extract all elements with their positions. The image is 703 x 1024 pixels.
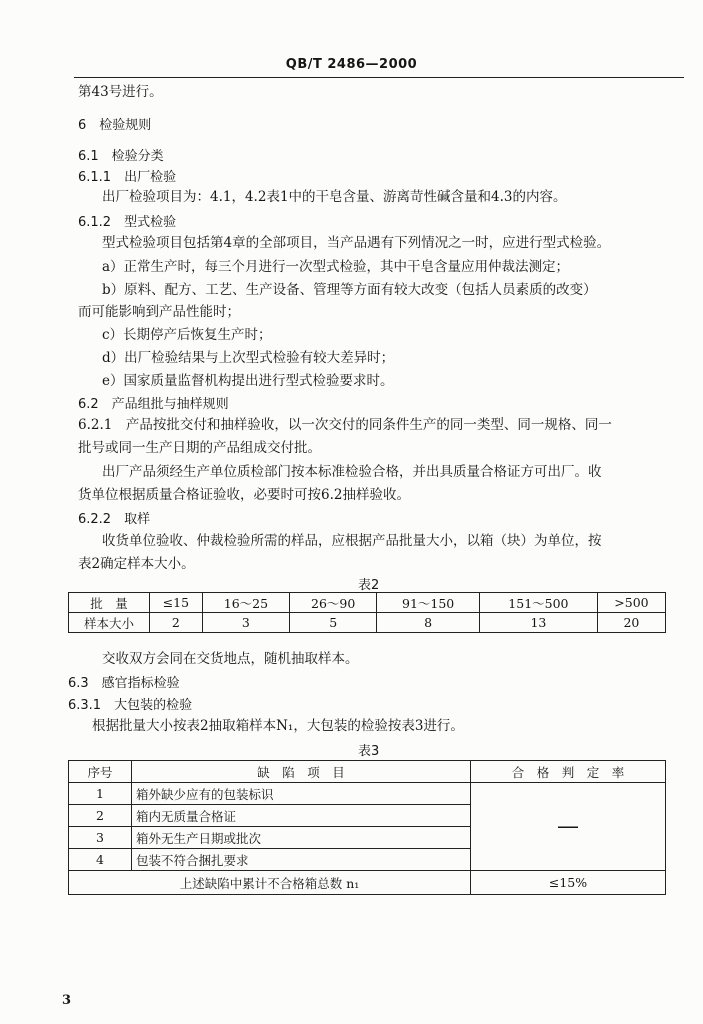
text-line: 型式检验项目包括第4章的全部项目，当产品遇有下列情况之一时，应进行型式检验。	[102, 235, 611, 251]
table3-caption: 表3	[358, 744, 380, 759]
text-line: 表2确定样本大小。	[78, 556, 195, 572]
table-cell: 4	[69, 849, 132, 871]
section-heading: 6.2.2 取样	[78, 512, 151, 527]
table-cell: 26～90	[290, 593, 377, 613]
table-cell: >500	[597, 593, 665, 613]
table-cell: 16～25	[202, 593, 289, 613]
section-heading: 6.1.1 出厂检验	[78, 170, 177, 185]
table2-caption: 表2	[358, 578, 380, 593]
list-item: e）国家质量监督机构提出进行型式检验要求时。	[102, 373, 394, 389]
table-cell: 2	[150, 613, 203, 633]
table-cell: 2	[69, 805, 132, 827]
table-header-cell: 合 格 判 定 率	[471, 761, 666, 783]
table-header-cell: 批 量	[69, 593, 150, 613]
list-item: c）长期停产后恢复生产时；	[102, 327, 272, 343]
text-line: 6.2.1 产品按批交付和抽样验收，以一次交付的同条件生产的同一类型、同一规格、同一	[78, 417, 612, 433]
text-line: 出厂检验项目为：4.1，4.2表1中的干皂含量、游离苛性碱含量和4.3的内容。	[102, 189, 567, 205]
page-number: 3	[62, 993, 72, 1008]
text-line: 货单位根据质量合格证验收，必要时可按6.2抽样验收。	[78, 487, 410, 503]
table-cell: 包装不符合捆扎要求	[132, 849, 471, 871]
table-cell: 箱外无生产日期或批次	[132, 827, 471, 849]
list-item: d）出厂检验结果与上次型式检验有较大差异时；	[102, 350, 395, 366]
table-cell: 91～150	[377, 593, 480, 613]
table-3	[68, 760, 666, 895]
table-2	[68, 592, 666, 633]
table-header-cell: 样本大小	[69, 613, 150, 633]
text-line: 而可能影响到产品性能时；	[78, 304, 240, 320]
table-cell: 3	[202, 613, 289, 633]
section-heading: 6.1 检验分类	[78, 149, 164, 164]
table-cell: 151～500	[479, 593, 597, 613]
header-rule	[74, 77, 684, 78]
text-line: 收货单位验收、仲裁检验所需的样品，应根据产品批量大小，以箱（块）为单位，按	[102, 533, 602, 549]
section-heading: 6 检验规则	[78, 118, 152, 133]
text-line: 根据批量大小按表2抽取箱样本N₁，大包装的检验按表3进行。	[92, 718, 464, 734]
table-cell: 箱内无质量合格证	[132, 805, 471, 827]
table-cell: 8	[377, 613, 480, 633]
text-line: 批号或同一生产日期的产品组成交付批。	[78, 440, 321, 456]
table-cell: 13	[479, 613, 597, 633]
table-cell: 箱外缺少应有的包装标识	[132, 783, 471, 805]
section-heading: 6.3 感官指标检验	[68, 676, 180, 691]
table-cell: 5	[290, 613, 377, 633]
section-heading: 6.2 产品组批与抽样规则	[78, 397, 229, 412]
table-cell: —	[471, 783, 666, 871]
table-header-cell: 缺 陷 项 目	[132, 761, 471, 783]
table-cell: ≤15%	[471, 871, 666, 895]
text-line: 出厂产品须经生产单位质检部门按本标准检验合格，并出具质量合格证方可出厂。收	[102, 464, 602, 480]
section-heading: 6.3.1 大包装的检验	[68, 698, 193, 713]
table-cell: 20	[597, 613, 665, 633]
table-header-cell: 序号	[69, 761, 132, 783]
table-cell: 3	[69, 827, 132, 849]
list-item: b）原料、配方、工艺、生产设备、管理等方面有较大改变（包括人员素质的改变）	[102, 282, 597, 298]
table-cell: 上述缺陷中累计不合格箱总数 n₁	[69, 871, 471, 895]
text-line: 第43号进行。	[78, 84, 163, 100]
table-cell: ≤15	[150, 593, 203, 613]
text-line: 交收双方会同在交货地点，随机抽取样本。	[102, 651, 359, 667]
section-heading: 6.1.2 型式检验	[78, 215, 177, 230]
list-item: a）正常生产时，每三个月进行一次型式检验，其中干皂含量应用仲裁法测定；	[102, 259, 570, 275]
standard-code-header: QB/T 2486—2000	[285, 57, 418, 72]
table-cell: 1	[69, 783, 132, 805]
